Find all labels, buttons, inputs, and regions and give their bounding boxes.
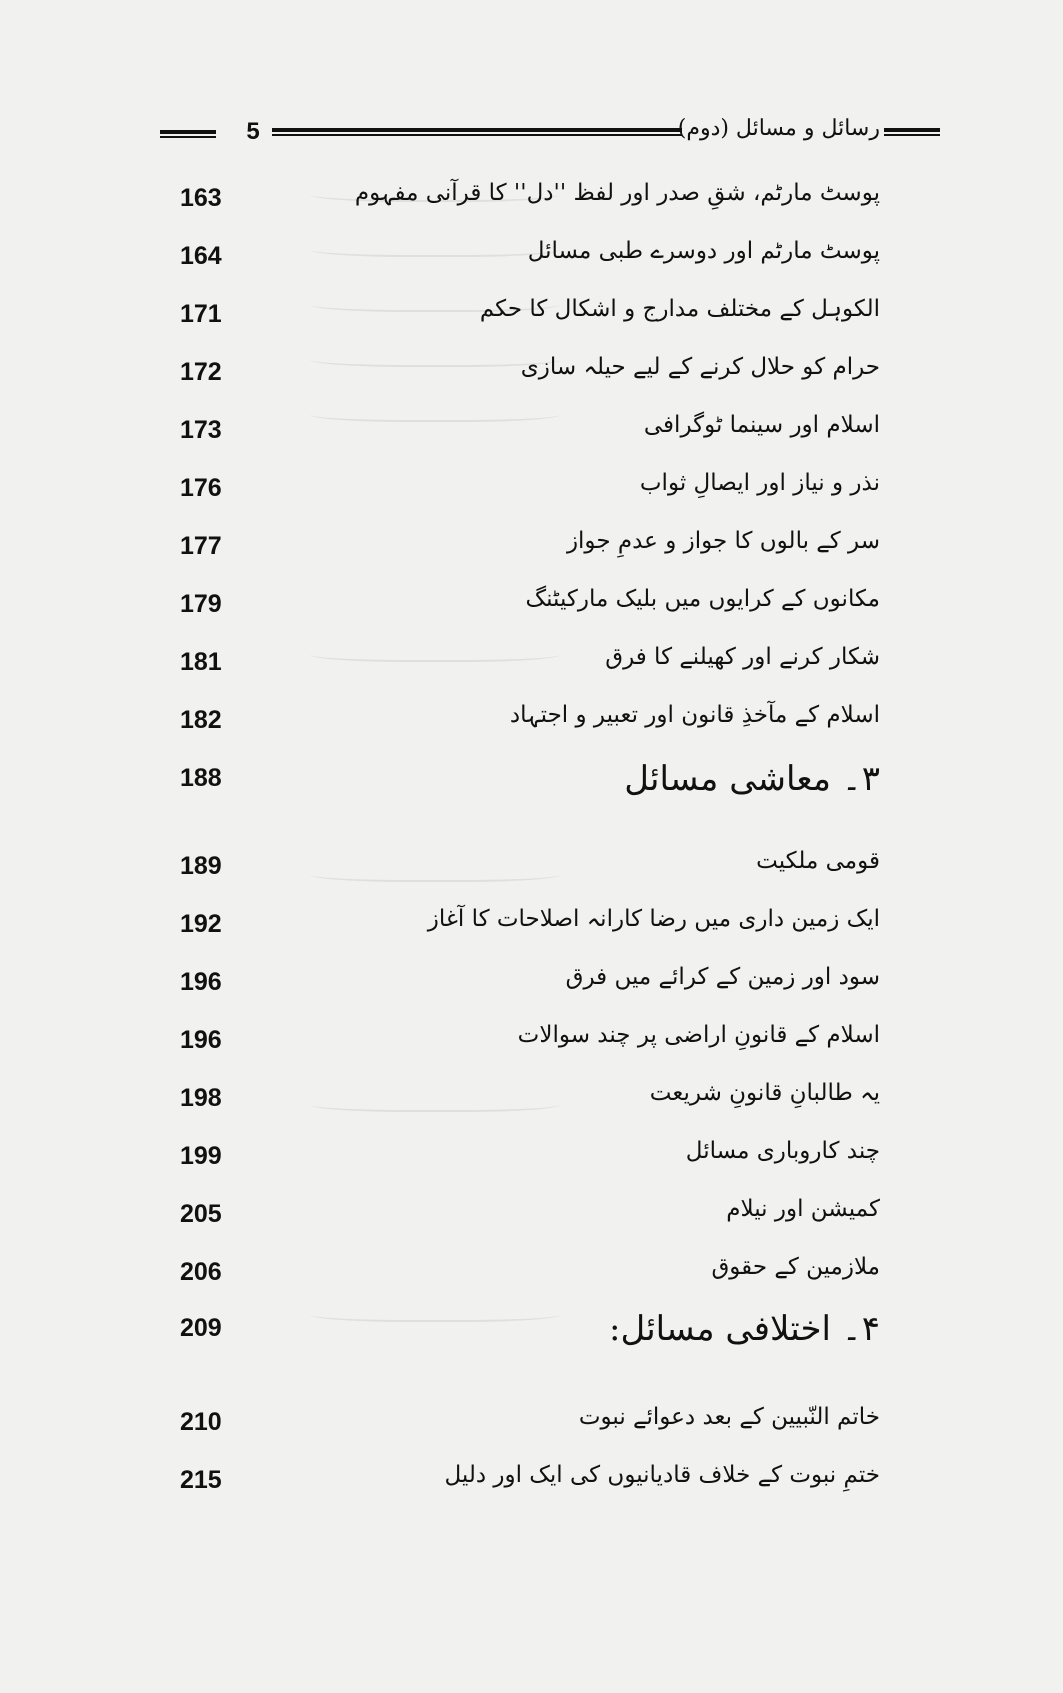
entry-title: الکوہل کے مختلف مدارج و اشکال کا حکم: [479, 296, 880, 322]
toc-entry: [180, 180, 880, 228]
entry-page-number: 163: [180, 184, 222, 212]
entry-page-number: 205: [180, 1200, 222, 1228]
toc-entry: [180, 702, 880, 750]
entry-page-number: 210: [180, 1408, 222, 1436]
entry-title: شکار کرنے اور کھیلنے کا فرق: [605, 644, 880, 670]
entry-title: مکانوں کے کرایوں میں بلیک مارکیٹنگ: [525, 586, 880, 612]
entry-title: پوسٹ مارٹم، شقِ صدر اور لفظ ''دل'' کا قرآنی مفہوم: [354, 180, 880, 206]
entry-title: کمیشن اور نیلام: [726, 1196, 880, 1222]
entry-title: اسلام کے قانونِ اراضی پر چند سوالات: [517, 1022, 880, 1048]
header-rule-center: [272, 128, 682, 132]
entry-page-number: 179: [180, 590, 222, 618]
entry-page-number: 176: [180, 474, 222, 502]
toc-entry: [180, 470, 880, 518]
toc-entry: [180, 1196, 880, 1244]
toc-entry: [180, 238, 880, 286]
toc-entry: [180, 586, 880, 634]
section-title: ۴۔ اختلافی مسائل:: [609, 1309, 880, 1349]
entry-page-number: 164: [180, 242, 222, 270]
entry-page-number: 173: [180, 416, 222, 444]
entry-title: اسلام کے مآخذِ قانون اور تعبیر و اجتہاد: [509, 702, 880, 728]
entry-page-number: 177: [180, 532, 222, 560]
toc-entry: [180, 848, 880, 896]
toc-entry: [180, 354, 880, 402]
entry-page-number: 171: [180, 300, 222, 328]
toc-section-heading: [180, 1309, 880, 1362]
entry-title: سود اور زمین کے کرائے میں فرق: [565, 964, 880, 990]
entry-title: چند کاروباری مسائل: [685, 1138, 880, 1164]
section-title: ۳۔ معاشی مسائل: [624, 759, 880, 799]
toc-entry: [180, 1404, 880, 1452]
entry-page-number: 182: [180, 706, 222, 734]
toc-entry: [180, 1080, 880, 1128]
entry-page-number: 181: [180, 648, 222, 676]
toc-entry: [180, 412, 880, 460]
entry-title: ملازمین کے حقوق: [711, 1254, 880, 1280]
toc-entry: [180, 1138, 880, 1186]
toc-entry: [180, 644, 880, 692]
entry-title: سر کے بالوں کا جواز و عدمِ جواز: [566, 528, 880, 554]
header-rule-left-under: [160, 136, 216, 138]
toc-section-heading: [180, 759, 880, 812]
toc-entry: [180, 528, 880, 576]
entry-page-number: 198: [180, 1084, 222, 1112]
header-rule-right: [884, 128, 940, 132]
entry-page-number: 215: [180, 1466, 222, 1494]
header-rule-center-under: [272, 134, 682, 136]
entry-title: قومی ملکیت: [756, 848, 880, 874]
entry-page-number: 199: [180, 1142, 222, 1170]
entry-page-number: 188: [180, 764, 222, 792]
entry-page-number: 192: [180, 910, 222, 938]
header-rule-left: [160, 130, 216, 134]
entry-page-number: 196: [180, 1026, 222, 1054]
running-title: رسائل و مسائل (دوم): [677, 116, 880, 141]
entry-title: پوسٹ مارٹم اور دوسرے طبی مسائل: [527, 238, 880, 264]
entry-title: حرام کو حلال کرنے کے لیے حیلہ سازی: [520, 354, 880, 380]
entry-title: ختمِ نبوت کے خلاف قادیانیوں کی ایک اور دلیل: [444, 1462, 880, 1488]
toc-entry: [180, 1022, 880, 1070]
toc-entry: [180, 296, 880, 344]
entry-page-number: 206: [180, 1258, 222, 1286]
entry-title: نذر و نیاز اور ایصالِ ثواب: [639, 470, 880, 496]
page-header: [160, 118, 940, 148]
toc-entry: [180, 1462, 880, 1510]
entry-page-number: 189: [180, 852, 222, 880]
toc-entry: [180, 1254, 880, 1302]
toc-entry: [180, 906, 880, 954]
entry-page-number: 209: [180, 1314, 222, 1342]
toc-entry: [180, 964, 880, 1012]
entry-title: یہ طالبانِ قانونِ شریعت: [649, 1080, 880, 1106]
entry-title: خاتم النّبیین کے بعد دعوائے نبوت: [578, 1404, 880, 1430]
page-number: 5: [246, 118, 260, 145]
header-rule-right-under: [884, 134, 940, 136]
entry-page-number: 172: [180, 358, 222, 386]
entry-title: ایک زمین داری میں رضا کارانہ اصلاحات کا آغاز: [427, 906, 880, 932]
entry-title: اسلام اور سینما ٹوگرافی: [643, 412, 880, 438]
entry-page-number: 196: [180, 968, 222, 996]
